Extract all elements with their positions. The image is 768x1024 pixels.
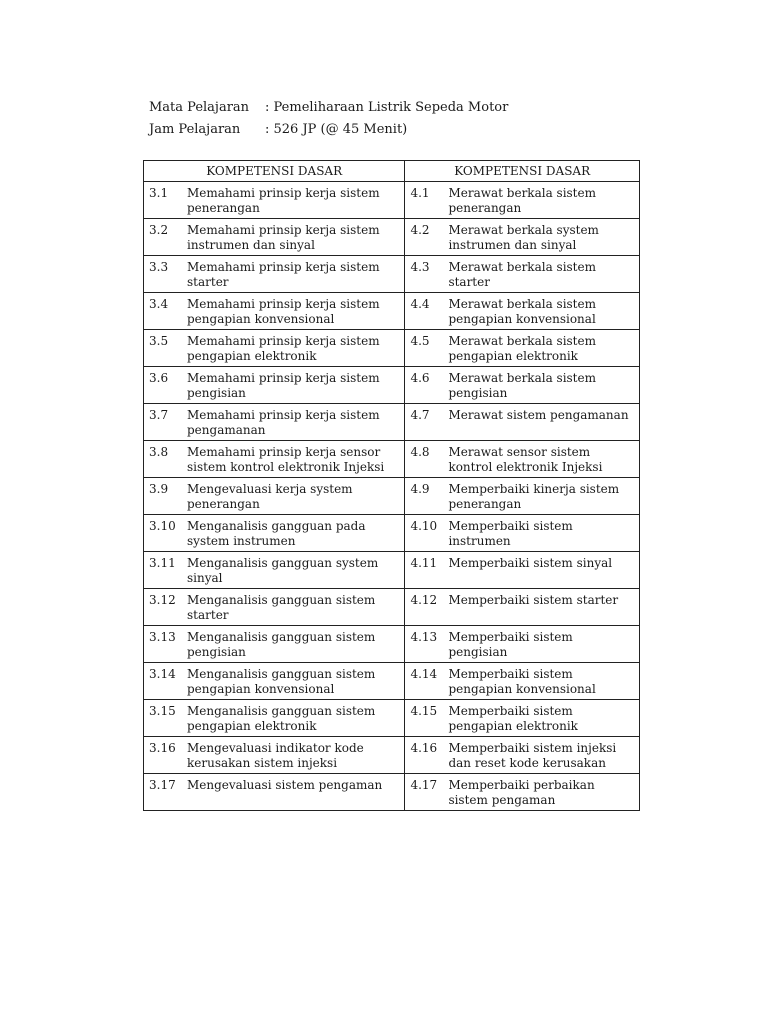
competency-number: 4.1 <box>410 186 430 200</box>
competency-item <box>410 778 635 808</box>
competency-cell-right <box>405 478 640 515</box>
competency-number: 3.12 <box>149 593 176 607</box>
competency-number: 4.10 <box>410 519 438 533</box>
competency-text: Memahami prinsip kerja sistem pengamanan <box>187 408 380 437</box>
competency-cell-left <box>144 663 405 700</box>
competency-cell-left <box>144 589 405 626</box>
competency-number: 4.13 <box>410 630 438 644</box>
competency-number: 3.4 <box>149 297 169 311</box>
table-row <box>144 589 640 626</box>
column-header-right: KOMPETENSI DASAR <box>405 161 640 182</box>
competency-text: Menganalisis gangguan sistem pengapian konvensional <box>187 667 376 696</box>
competency-text: Merawat berkala sistem pengisian <box>448 371 596 400</box>
table-row <box>144 182 640 219</box>
competency-text: Menganalisis gangguan pada system instrumen <box>187 519 366 548</box>
competency-cell-left <box>144 256 405 293</box>
hours-value: : 526 JP (@ 45 Menit) <box>265 122 408 137</box>
competency-text: Merawat berkala sistem pengapian konvensional <box>448 297 596 326</box>
competency-item <box>149 741 400 771</box>
competency-item <box>149 778 400 793</box>
competency-text: Merawat berkala sistem penerangan <box>448 186 596 215</box>
competency-cell-right <box>405 774 640 811</box>
table-row <box>144 552 640 589</box>
competency-cell-left <box>144 774 405 811</box>
table-row <box>144 774 640 811</box>
table-row <box>144 256 640 293</box>
competency-number: 4.2 <box>410 223 430 237</box>
competency-item <box>149 260 400 290</box>
competency-number: 4.3 <box>410 260 430 274</box>
competency-text: Menganalisis gangguan system sinyal <box>187 556 379 585</box>
competency-cell-right <box>405 367 640 404</box>
competency-cell-left <box>144 367 405 404</box>
competency-cell-right <box>405 404 640 441</box>
competency-number: 4.4 <box>410 297 430 311</box>
competency-text: Mengevaluasi sistem pengaman <box>187 778 383 792</box>
competency-text: Memperbaiki sistem sinyal <box>448 556 613 570</box>
competency-cell-left <box>144 552 405 589</box>
competency-cell-right <box>405 293 640 330</box>
competency-text: Memahami prinsip kerja sistem starter <box>187 260 380 289</box>
competency-item <box>149 482 400 512</box>
table-row <box>144 367 640 404</box>
competency-cell-left <box>144 441 405 478</box>
competency-item <box>149 704 400 734</box>
competency-text: Memahami prinsip kerja sistem instrumen dan sinyal <box>187 223 380 252</box>
competency-cell-right <box>405 700 640 737</box>
competency-item <box>410 741 635 771</box>
competency-item <box>410 445 635 475</box>
table-row <box>144 219 640 256</box>
table-row <box>144 404 640 441</box>
competency-number: 3.3 <box>149 260 169 274</box>
competency-cell-left <box>144 478 405 515</box>
competency-item <box>410 482 635 512</box>
table-row <box>144 515 640 552</box>
competency-item <box>149 445 400 475</box>
competency-cell-right <box>405 626 640 663</box>
competency-text: Memahami prinsip kerja sistem pengapian elektronik <box>187 334 380 363</box>
competency-text: Memperbaiki sistem starter <box>448 593 619 607</box>
competency-item <box>149 371 400 401</box>
competency-item <box>410 260 635 290</box>
table-row <box>144 663 640 700</box>
competency-text: Mengevaluasi indikator kode kerusakan sistem injeksi <box>187 741 364 770</box>
competency-item <box>149 297 400 327</box>
competency-text: Memperbaiki sistem pengapian konvensional <box>448 667 596 696</box>
table-row <box>144 737 640 774</box>
competency-cell-right <box>405 515 640 552</box>
competency-cell-left <box>144 700 405 737</box>
competency-item <box>149 593 400 623</box>
table-row <box>144 626 640 663</box>
competency-text: Memahami prinsip kerja sensor sistem kontrol elektronik Injeksi <box>187 445 385 474</box>
competency-item <box>410 593 635 608</box>
competency-item <box>410 297 635 327</box>
competency-number: 3.6 <box>149 371 169 385</box>
subject-value: : Pemeliharaan Listrik Sepeda Motor <box>265 100 509 115</box>
competency-cell-left <box>144 182 405 219</box>
competency-item <box>410 223 635 253</box>
competency-item <box>149 630 400 660</box>
competency-cell-left <box>144 219 405 256</box>
column-header-left: KOMPETENSI DASAR <box>144 161 405 182</box>
competency-item <box>410 556 635 571</box>
competency-text: Merawat berkala sistem pengapian elektronik <box>448 334 596 363</box>
competency-text: Merawat sistem pengamanan <box>448 408 629 422</box>
competency-number: 3.13 <box>149 630 176 644</box>
competency-text: Memperbaiki sistem pengapian elektronik <box>448 704 578 733</box>
competency-number: 4.7 <box>410 408 430 422</box>
competency-cell-left <box>144 293 405 330</box>
competency-number: 3.1 <box>149 186 169 200</box>
table-row <box>144 700 640 737</box>
competency-text: Memperbaiki sistem instrumen <box>448 519 573 548</box>
competency-item <box>410 630 635 660</box>
competency-text: Memperbaiki sistem injeksi dan reset kode kerusakan <box>448 741 617 770</box>
competency-text: Menganalisis gangguan sistem starter <box>187 593 376 622</box>
competency-text: Merawat berkala system instrumen dan sinyal <box>448 223 599 252</box>
competency-cell-right <box>405 441 640 478</box>
table-row <box>144 478 640 515</box>
competency-text: Memperbaiki sistem pengisian <box>448 630 573 659</box>
competency-number: 3.5 <box>149 334 169 348</box>
competency-text: Memperbaiki perbaikan sistem pengaman <box>448 778 595 807</box>
subject-label: Mata Pelajaran <box>149 100 250 115</box>
table-row <box>144 293 640 330</box>
competency-text: Menganalisis gangguan sistem pengisian <box>187 630 376 659</box>
competency-item <box>149 556 400 586</box>
competency-cell-left <box>144 515 405 552</box>
competency-number: 4.16 <box>410 741 438 755</box>
competency-cell-left <box>144 330 405 367</box>
competency-item <box>149 334 400 364</box>
competency-number: 4.11 <box>410 556 438 570</box>
competency-item <box>410 334 635 364</box>
table-header-row <box>144 161 640 182</box>
competency-text: Merawat sensor sistem kontrol elektronik Injeksi <box>448 445 603 474</box>
competency-text: Memahami prinsip kerja sistem pengisian <box>187 371 380 400</box>
competency-number: 4.9 <box>410 482 430 496</box>
competency-item <box>410 667 635 697</box>
competency-item <box>410 186 635 216</box>
competency-number: 3.2 <box>149 223 169 237</box>
competency-cell-right <box>405 182 640 219</box>
competency-number: 4.6 <box>410 371 430 385</box>
competency-number: 3.14 <box>149 667 176 681</box>
competency-item <box>410 371 635 401</box>
competency-text: Merawat berkala sistem starter <box>448 260 596 289</box>
competency-cell-right <box>405 330 640 367</box>
competency-item <box>149 667 400 697</box>
competency-number: 4.5 <box>410 334 430 348</box>
table-row <box>144 330 640 367</box>
hours-row <box>149 119 508 141</box>
competency-number: 4.17 <box>410 778 438 792</box>
competency-item <box>149 186 400 216</box>
competency-cell-left <box>144 404 405 441</box>
competency-number: 4.8 <box>410 445 430 459</box>
competency-item <box>410 704 635 734</box>
competency-text: Memahami prinsip kerja sistem pengapian konvensional <box>187 297 380 326</box>
competency-cell-right <box>405 663 640 700</box>
competency-item <box>410 408 635 423</box>
competency-text: Mengevaluasi kerja system penerangan <box>187 482 353 511</box>
competency-item <box>410 519 635 549</box>
competency-text: Memperbaiki kinerja sistem penerangan <box>448 482 620 511</box>
competency-text: Menganalisis gangguan sistem pengapian elektronik <box>187 704 376 733</box>
competency-number: 3.17 <box>149 778 176 792</box>
competency-number: 3.15 <box>149 704 176 718</box>
document-header <box>149 97 508 141</box>
subject-row <box>149 97 508 119</box>
competency-number: 3.16 <box>149 741 176 755</box>
competency-number: 4.12 <box>410 593 438 607</box>
competency-item <box>149 223 400 253</box>
competency-number: 3.8 <box>149 445 169 459</box>
competency-cell-right <box>405 256 640 293</box>
competency-item <box>149 408 400 438</box>
competency-number: 3.7 <box>149 408 169 422</box>
competency-number: 3.11 <box>149 556 176 570</box>
hours-label: Jam Pelajaran <box>149 122 241 137</box>
competency-cell-right <box>405 737 640 774</box>
competency-table <box>143 160 640 811</box>
competency-number: 3.9 <box>149 482 169 496</box>
competency-cell-right <box>405 219 640 256</box>
competency-cell-left <box>144 737 405 774</box>
competency-text: Memahami prinsip kerja sistem penerangan <box>187 186 380 215</box>
competency-cell-right <box>405 552 640 589</box>
competency-item <box>149 519 400 549</box>
competency-number: 3.10 <box>149 519 176 533</box>
competency-cell-right <box>405 589 640 626</box>
table-row <box>144 441 640 478</box>
competency-cell-left <box>144 626 405 663</box>
competency-number: 4.14 <box>410 667 438 681</box>
competency-number: 4.15 <box>410 704 438 718</box>
table-body <box>144 182 640 811</box>
